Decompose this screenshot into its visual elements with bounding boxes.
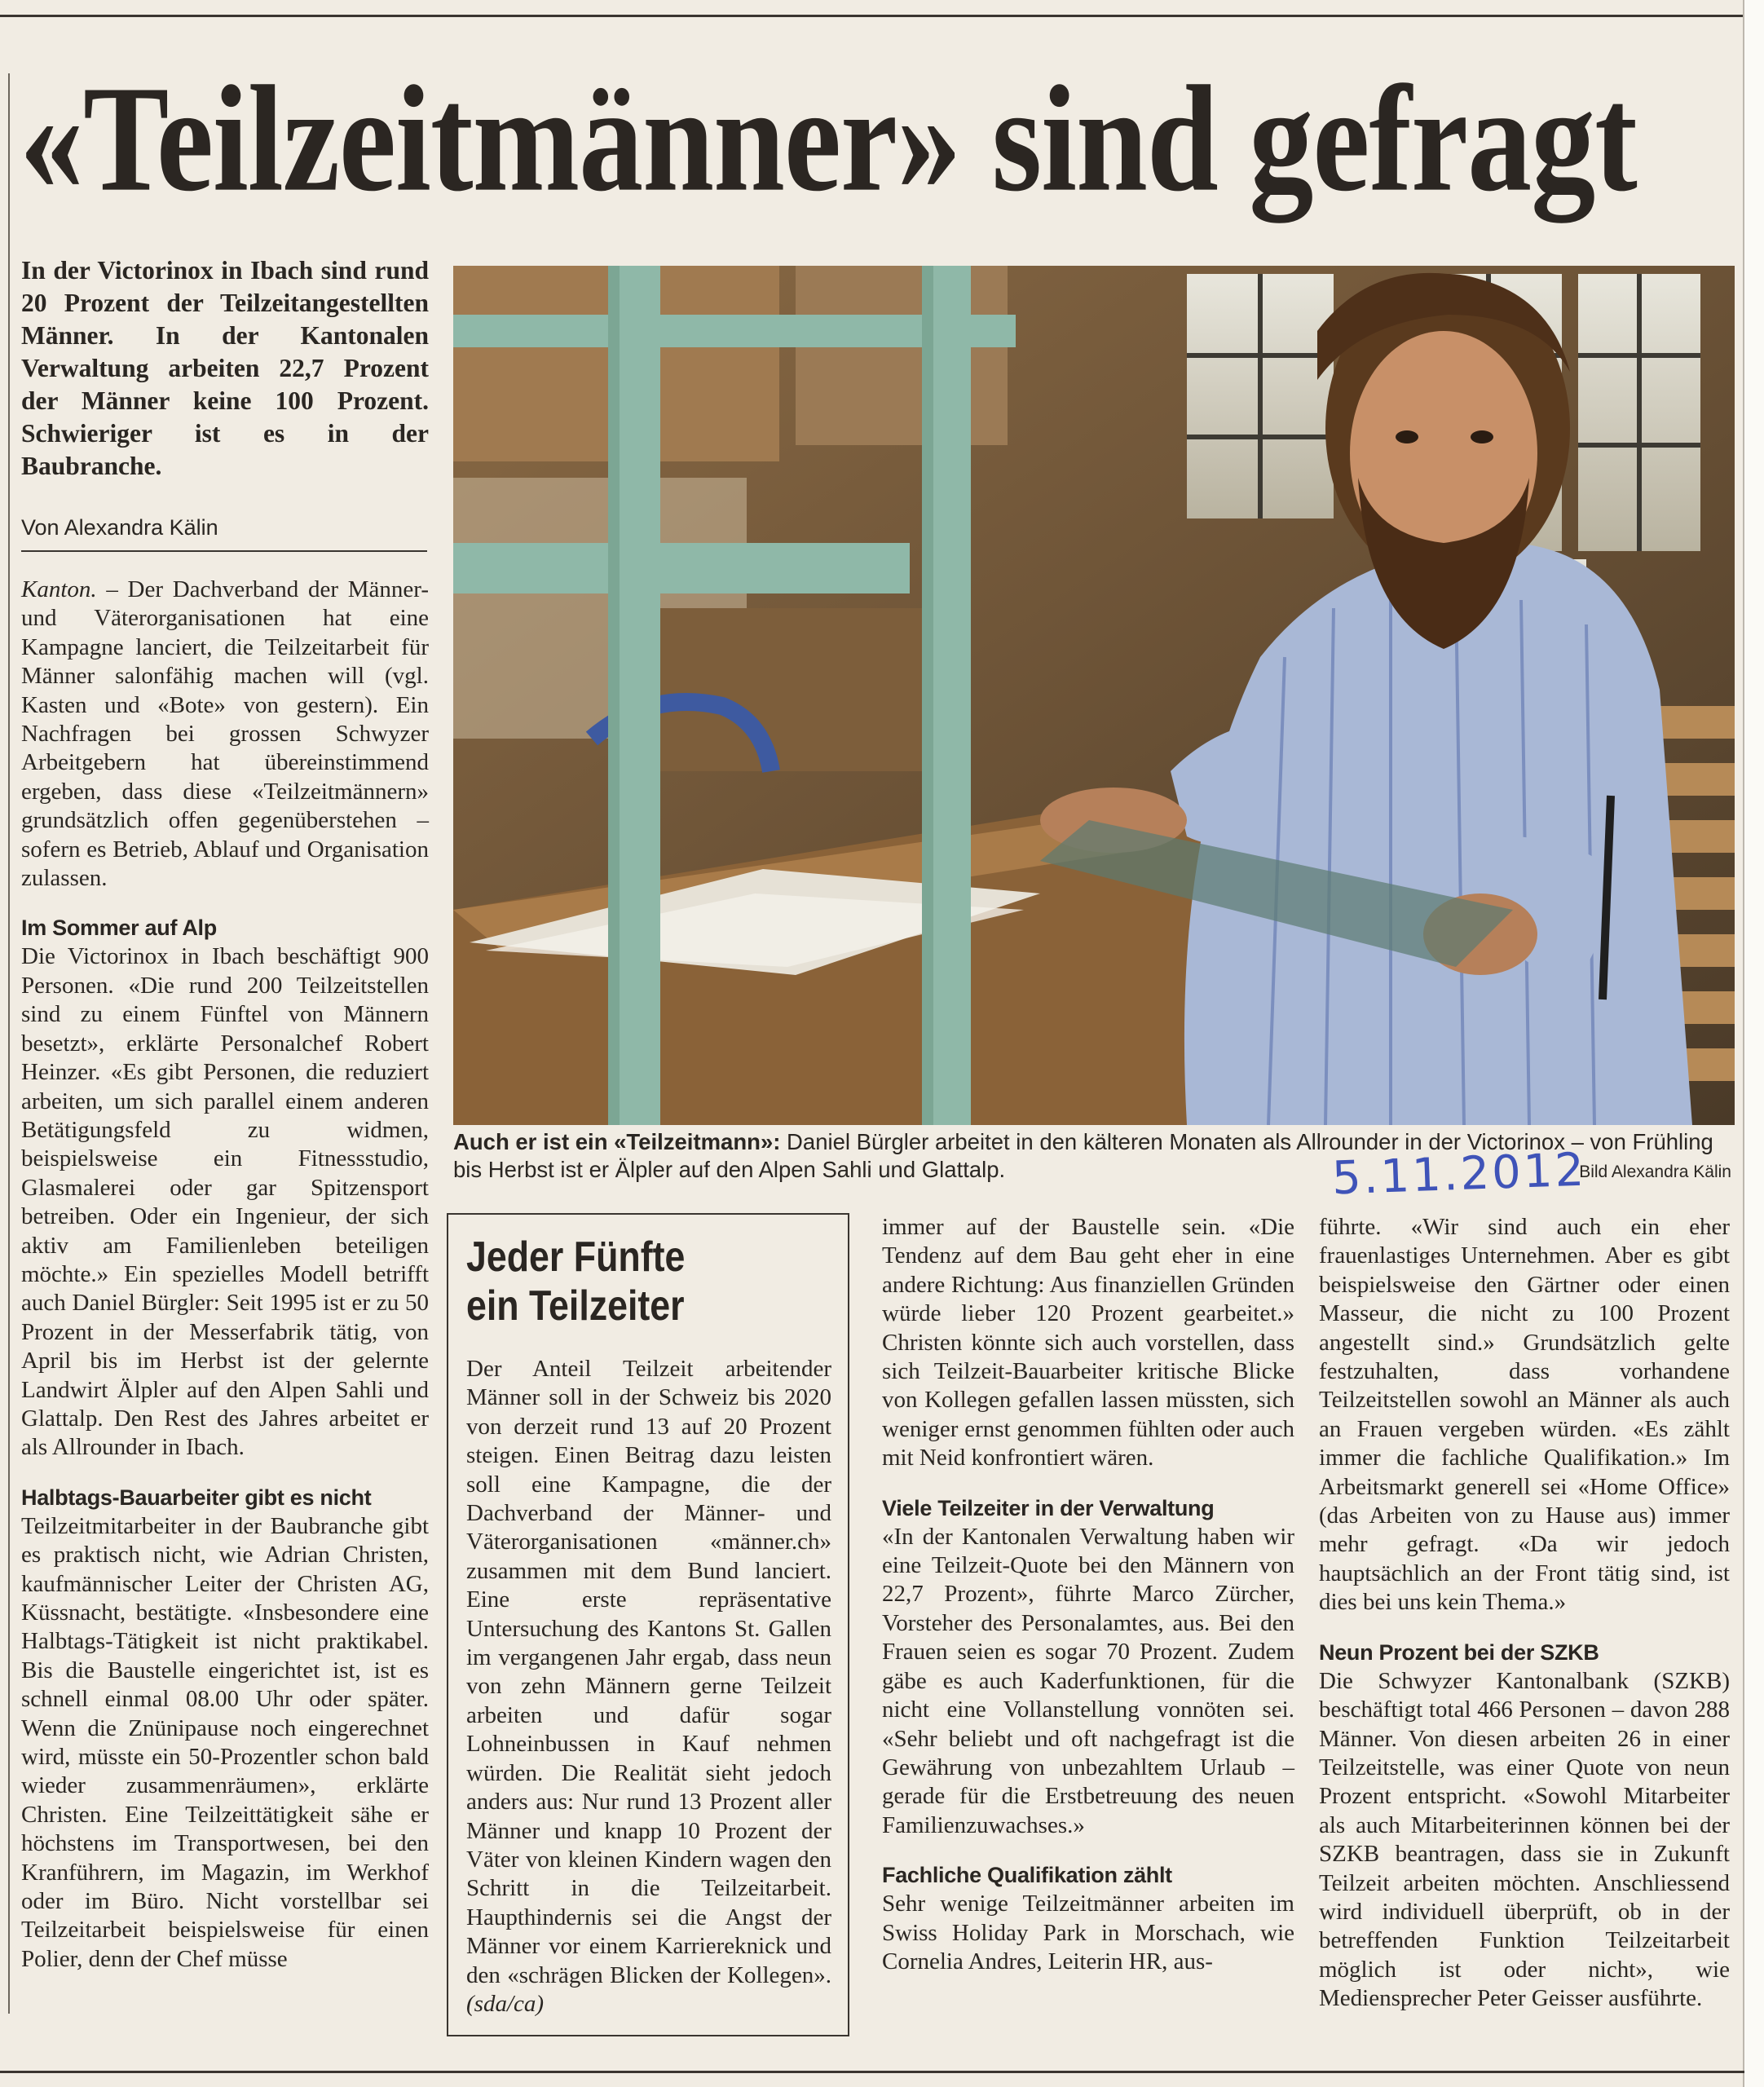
dateline: Kanton. (21, 576, 97, 602)
box-source: (sda/ca) (466, 1990, 545, 2017)
photo-illustration (453, 266, 1735, 1125)
box-body: Der Anteil Teilzeit arbeitender Männer soll in der Schweiz bis 2020 von derzeit rund 13 auf 20 Prozent steigen. Einen Beitrag dazu leisten soll eine Kampagne, die der Dachverband der Männer- und Väterorganisationen «männer.ch» zusammen mit dem Bund lanciert. Eine erste repräsentative Untersuchung des Kantons St. Gallen im vergangenen Jahr ergab, dass neun von zehn Männern gerne Teilzeit arbeiten und dafür sogar Lohneinbussen in Kauf nehmen würden. Die Realität sieht jedoch anders aus: Nur rund 13 Prozent aller Männer und knapp 10 Prozent der Väter von kleinen Kindern wagen den Schritt in die Teilzeitarbeit. Haupthindernis sei die Angst der Männer vor einem Karriereknick und den «schrägen Blicken der Kollegen». (466, 1356, 831, 1988)
left-margin-rule (8, 73, 10, 2014)
paragraph: Teilzeitmitarbeiter in der Baubranche gibt es praktisch nicht, wie Adrian Christen, kaufmännischer Leiter der Christen AG, Küssnacht, bestätigte. «Insbesondere eine Halbtags-Tätigkeit ist nicht praktikabel. Bis die Baustelle eingerichtet ist, ist es schnell einmal 08.00 Uhr oder später. Wenn die Znünipause noch eingerechnet wird, müsste ein 50-Prozentler schon bald wieder zusammenräumen», erklärte Christen. Eine Teilzeittätigkeit sähe er höchstens im Transportwesen, bei den Kranführern, im Magazin, im Werkhof oder im Büro. Nicht vorstellbar sei Teilzeitarbeit beispielsweise für einen Polier, denn der Chef müsse (21, 1512, 429, 1972)
box-text (466, 1355, 831, 2019)
subheading-qualifikation: Fachliche Qualifikation zählt (882, 1863, 1172, 1888)
photo-credit: Bild Alexandra Kälin (1579, 1163, 1731, 1181)
box-title (466, 1233, 831, 1330)
caption-lead: Auch er ist ein «Teilzeitmann»: (453, 1129, 781, 1154)
info-box (447, 1213, 849, 2036)
paragraph: Sehr wenige Teilzeitmänner arbeiten im Swiss Holiday Park in Morschach, wie Cornelia Andres, Leiterin HR, aus- (882, 1891, 1294, 1974)
article-photo (453, 266, 1735, 1125)
lead-paragraph: In der Victorinox in Ibach sind rund 20 Prozent der Teilzeitangestellten Männer. In der Kantonalen Verwaltung arbeiten 22,7 Prozent der Männer keine 100 Prozent. Schwieriger ist es in der Baubranche. (21, 256, 429, 480)
column-1 (21, 576, 429, 1974)
spacer (1319, 1617, 1730, 1639)
headline: «Teilzeitmänner» sind gefragt (20, 55, 1637, 223)
paragraph: Die Victorinox in Ibach beschäftigt 900 Personen. «Die rund 200 Teilzeitstellen sind zu einem Fünftel von Männern besetzt», erklärte Personalchef Robert Heinzer. «Es gibt Personen, die reduziert arbeiten, um sich parallel einem anderen Betätigungsfeld zu widmen, beispielsweise ein Fitnessstudio, Glasmalerei oder gar Spitzensport betreiben. Oder ein Ingenieur, der sich aktiv am Familienleben beteiligen möchte.» Ein spezielles Modell betrifft auch Daniel Bürgler: Seit 1995 ist er zu 50 Prozent in der Messerfabrik tätig, von April bis im Herbst ist der gelernte Landwirt Älpler auf den Alpen Sahli und Glattalp. Den Rest des Jahres arbeitet er als Allrounder in Ibach. (21, 943, 429, 1461)
column-4 (1319, 1213, 1730, 2014)
subheading-bauarbeiter: Halbtags-Bauarbeiter gibt es nicht (21, 1485, 372, 1510)
spacer (21, 893, 429, 914)
handwritten-date: 5.11.2012 (1330, 1143, 1588, 1206)
top-rule (0, 15, 1744, 17)
paragraph: «In der Kantonalen Verwaltung haben wir eine Teilzeit-Quote bei den Männern von 22,7 Prozent», führte Marco Zürcher, Vorsteher des Personalamtes, aus. Bei den Frauen seien es sogar 70 Prozent. Zudem gäbe es auch Kaderfunktionen, für die nicht eine Vollanstellung vonnöten sei. «Sehr beliebt und oft nachgefragt ist die Gewährung von unbezahltem Urlaub – gerade für die Erstbetreuung des neuen Familienzuwachses.» (882, 1523, 1294, 1838)
bottom-rule (0, 2071, 1744, 2073)
paragraph: führte. «Wir sind auch ein eher frauenlastiges Unternehmen. Aber es gibt beispielsweise den Gärtner oder einen Masseur, die nicht zu 100 Prozent angestellt sind.» Grundsätzlich gelte festzuhalten, dass vorhandene Teilzeitstellen sowohl an Männer als auch an Frauen vergeben würden. «Es zählt immer die fachliche Qualifikation.» Im Arbeitsmarkt generell sei «Home Office» (das Arbeiten von zu Hause aus) immer mehr gefragt. «Da wir jedoch hauptsächlich an der Front tätig sind, ist dies bei uns kein Thema.» (1319, 1214, 1730, 1616)
paragraph: immer auf der Baustelle sein. «Die Tendenz auf dem Bau geht eher in eine andere Richtung: Aus finanziellen Gründen würde lieber 120 Prozent gearbeitet.» Christen könnte sich auch vorstellen, dass sich Teilzeit-Bauarbeiter kritische Blicke von Kollegen gefallen lassen müssten, sich weniger ernst genommen fühlten oder auch mit Neid konfrontiert wären. (882, 1214, 1294, 1471)
scan-page-edge (1743, 0, 1764, 2087)
spacer (882, 1840, 1294, 1861)
byline: Von Alexandra Kälin (21, 515, 427, 552)
caption-text: Daniel Bürgler arbeitet in den kälteren Monaten als Allrounder in der Victorinox – von Frühling bis Herbst ist er Älpler auf den Alpen Sahli und Glattalp. (453, 1129, 1713, 1182)
paragraph (21, 576, 429, 893)
spacer (882, 1473, 1294, 1494)
column-3 (882, 1213, 1294, 1976)
box-title-line-2: ein Teilzeiter (466, 1282, 685, 1330)
subheading-szkb: Neun Prozent bei der SZKB (1319, 1639, 1599, 1665)
subheading-alp: Im Sommer auf Alp (21, 916, 217, 941)
spacer (21, 1463, 429, 1484)
paragraph-text: – Der Dachverband der Männer- und Väterorganisationen hat eine Kampagne lanciert, die Teilzeitarbeit für Männer salonfähig machen will (vgl. Kasten und «Bote» von gestern). Ein Nachfragen bei grossen Schwyzer Arbeitgebern hat übereinstimmend ergeben, dass diese «Teilzeitmännern» grundsätzlich offen gegenüberstehen – sofern es Betrieb, Ablauf und Organisation zulassen. (21, 576, 429, 892)
paragraph: Die Schwyzer Kantonalbank (SZKB) beschäftigt total 466 Personen – davon 288 Männer. Von diesen arbeiten 26 in einer Teilzeitstelle, was einer Quote von neun Prozent entspricht. «Sowohl Mitarbeiter als auch Mitarbeiterinnen können bei der SZKB beantragen, dass sie in Zukunft Teilzeit arbeiten möchten. Anschliessend wird individuell überprüft, ob in der betreffenden Funktion Teilzeitarbeit möglich ist oder nicht», wie Mediensprecher Peter Geisser ausführte. (1319, 1667, 1730, 2012)
box-title-line-1: Jeder Fünfte (466, 1233, 686, 1281)
subheading-verwaltung: Viele Teilzeiter in der Verwaltung (882, 1495, 1215, 1520)
